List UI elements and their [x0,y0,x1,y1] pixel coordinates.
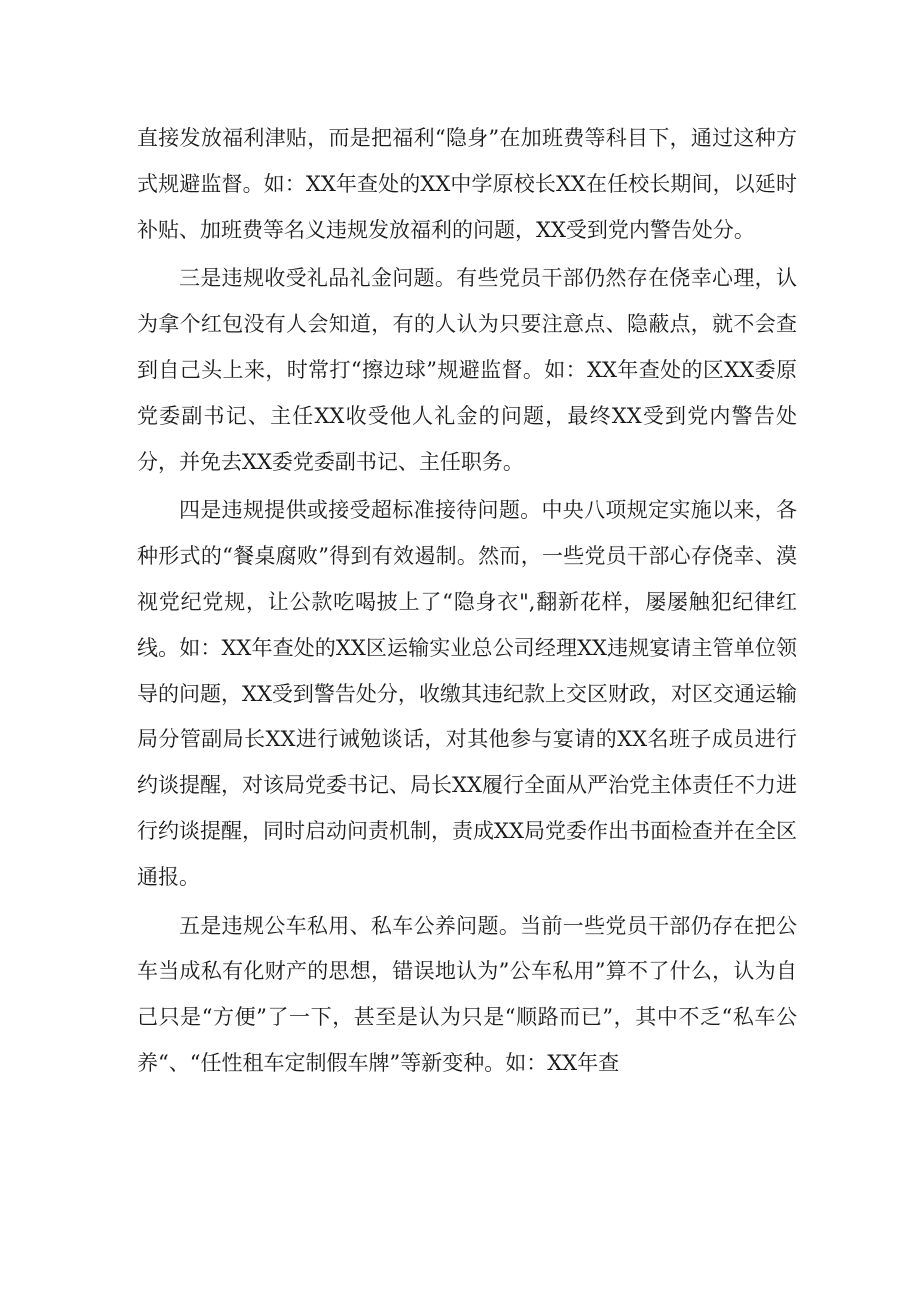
paragraph-welfare-subsidy: 直接发放福利津贴，而是把福利“隐身”在加班费等科目下，通过这种方式规避监督。如：XX年查处的XX中学原校长XX在任校长期间，以延时补贴、加班费等名义违规发放福利的问题，XX受到党内警告处分。 [137,126,797,242]
paragraph-official-car-issue: 五是违规公车私用、私车公养问题。当前一些党员干部仍存在把公车当成私有化财产的思想，错误地认为”公车私用”算不了什么，认为自己只是“方便”了一下，甚至是认为只是“顺路而已”，其中不乏“私车公养“、“任性租车定制假车牌”等新变种。如：XX年查 [137,913,797,1075]
document-body [137,116,797,1090]
paragraph-reception-issue: 四是违规提供或接受超标准接待问题。中央八项规定实施以来，各种形式的“餐桌腐败”得到有效遏制。然而，一些党员干部心存侥幸、漠视党纪党规，让公款吃喝披上了“隐身衣",翻新花样，屡屡触犯纪律红线。如：XX年查处的XX区运输实业总公司经理XX违规宴请主管单位领导的问题，XX受到警告处分，收缴其违纪款上交区财政，对区交通运输局分管副局长XX进行诫勉谈话，对其他参与宴请的XX名班子成员进行约谈提醒，对该局党委书记、局长XX履行全面从严治党主体责任不力进行约谈提醒，同时启动问责机制，责成XX局党委作出书面检查并在全区通报。 [137,498,797,889]
paragraph-gifts-issue: 三是违规收受礼品礼金问题。有些党员干部仍然存在侥幸心理，认为拿个红包没有人会知道，有的人认为只要注意点、隐蔽点，就不会查到自己头上来，时常打“擦边球”规避监督。如：XX年查处的区XX委原党委副书记、主任XX收受他人礼金的问题，最终XX受到党内警告处分，并免去XX委党委副书记、主任职务。 [137,266,797,474]
